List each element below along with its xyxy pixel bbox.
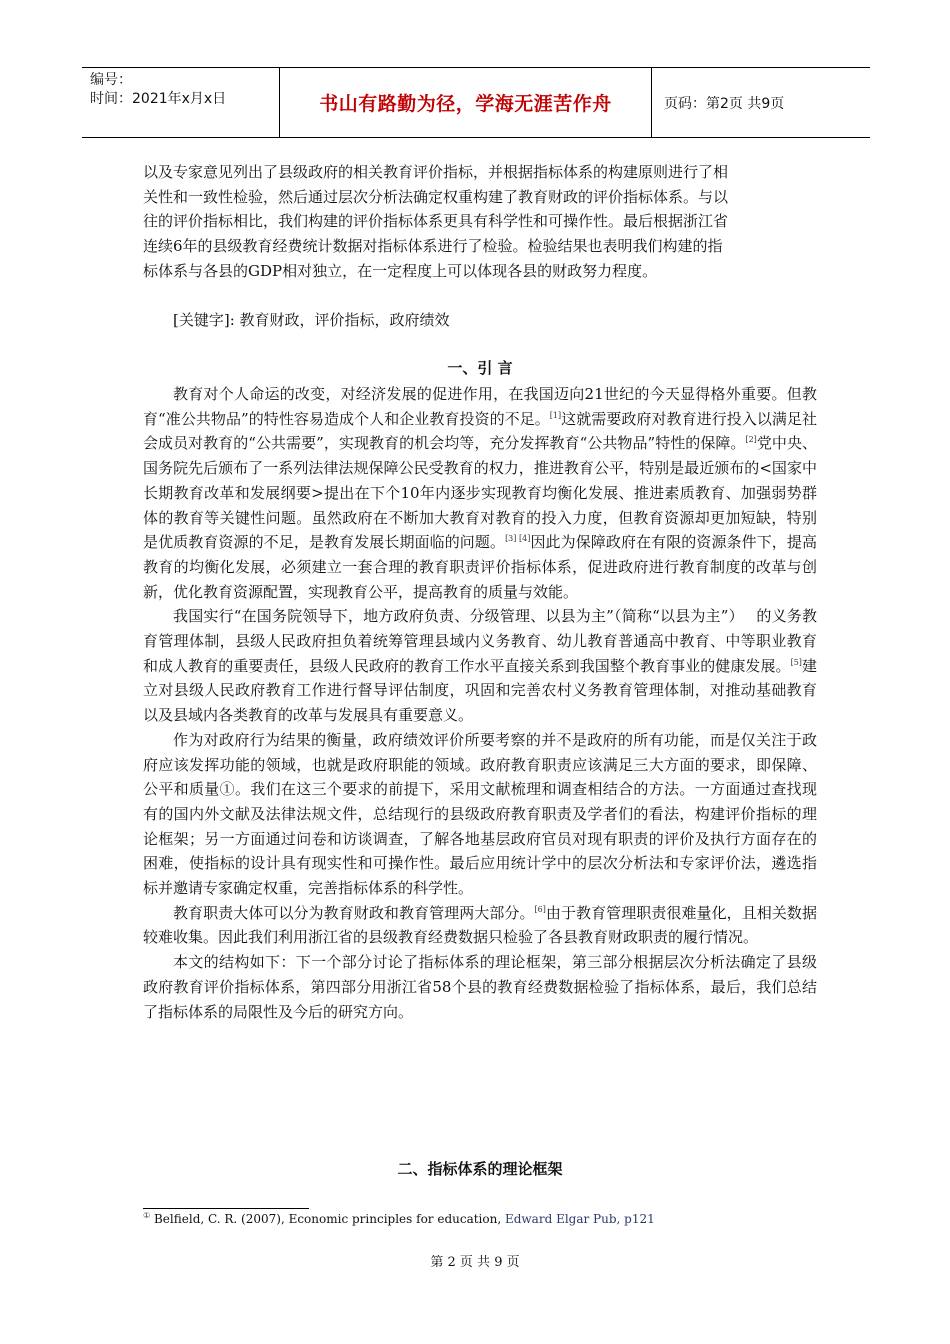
- abstract-line: 以及专家意见列出了县级政府的相关教育评价指标，并根据指标体系的构建原则进行了相: [143, 163, 729, 181]
- citation: [5]: [790, 657, 802, 667]
- footnote-text: Belfield, C. R. (2007), Economic principles for education,: [150, 1212, 505, 1226]
- paragraph: 本文的结构如下：下一个部分讨论了指标体系的理论框架，第三部分根据层次分析法确定了县级政府教育评价指标体系，第四部分用浙江省58个县的教育经费数据检验了指标体系，最后，我们总结了指标体系的局限性及今后的研究方向。: [143, 953, 817, 1021]
- text-run: 因此为保障政府在有限的资源条件下，提高教育的均衡化发展，必须建立一套合理的教育职责评价指标体系，促进政府进行教育制度的改革与创新，优化教育资源配置，实现教育公平，提高教育的质量与效能。: [143, 533, 817, 601]
- introduction-body: [143, 382, 817, 1024]
- section-title-introduction: 一、引 言: [447, 359, 513, 377]
- page-footer: 第 2 页 共 9 页: [430, 1255, 520, 1270]
- footnote-divider: [143, 1208, 309, 1209]
- paragraph: [143, 901, 817, 950]
- abstract-line: 关性和一致性检验，然后通过层次分析法确定权重构建了教育财政的评价指标体系。与以: [143, 187, 729, 206]
- paragraph: [143, 382, 817, 604]
- header-motto-cell: [280, 68, 652, 137]
- abstract-line: 标体系与各县的GDP相对独立，在一定程度上可以体现各县的财政努力程度。: [143, 261, 658, 280]
- footnote-marker: ①: [219, 780, 235, 799]
- keywords-block: [143, 308, 817, 333]
- text-run: 我国实行“在国务院领导下，地方政府负责、分级管理、以县为主”（简称“以县为主”） 的义务教育管理体制，县级人民政府担负着统筹管理县域内义务教育、幼儿教育普通高中教育、中等职业教育和成人教育的重要责任，县级人民政府的教育工作水平直接关系到我国整个教育事业的健康发展。: [143, 607, 817, 675]
- footnote-marker: ①: [143, 1211, 151, 1220]
- section-title-framework: 二、指标体系的理论框架: [397, 1160, 563, 1178]
- citation: [2]: [745, 435, 757, 445]
- citation: [1]: [549, 410, 562, 420]
- text-run: 这就需要政府对教育进行投入以满足社会成员对教育的“公共需要”，实现教育的机会均等，充分发挥教育“公共物品”特性的保障。: [143, 409, 817, 453]
- abstract-line: 连续6年的县级教育经费统计数据对指标体系进行了检验。检验结果也表明我们构建的指: [143, 237, 723, 256]
- header-meta: [82, 68, 280, 137]
- text-run: 教育职责大体可以分为教育财政和教育管理两大部分。: [173, 903, 535, 922]
- text-run: 作为对政府行为结果的衡量，政府绩效评价所要考察的并不是政府的所有功能，而是仅关注于政府应该发挥功能的领域，也就是政府职能的领域。政府教育职责应该满足三大方面的要求，即保障、公平和质量: [143, 730, 817, 799]
- text-run: 。我们在这三个要求的前提下，采用文献梳理和调查相结合的方法。一方面通过查找现有的国内外文献及法律法规文件，总结现行的县级政府教育职责及学者们的看法，构建评价指标的理论框架；另一方面通过问卷和访谈调查，了解各地基层政府官员对现有职责的评价及执行方面存在的困难，使指标的设计具有现实性和可操作性。最后应用统计学中的层次分析法和专家评价法，遴选指标并邀请专家确定权重，完善指标体系的科学性。: [143, 780, 817, 898]
- abstract-line: 往的评价指标相比，我们构建的评价指标体系更具有科学性和可操作性。最后根据浙江省: [143, 212, 729, 231]
- keywords: [关键字]: 教育财政，评价指标，政府绩效: [173, 311, 450, 329]
- citation: [6]: [534, 904, 546, 914]
- page-header: [82, 67, 870, 138]
- paragraph: [143, 604, 817, 728]
- text-run: 建立对县级人民政府教育工作进行督导评估制度，巩固和完善农村义务教育管理体制，对推动基础教育以及县域内各类教育的改革与发展具有重要意义。: [143, 656, 817, 725]
- text-run: 党中央、国务院先后颁布了一系列法律法规保障公民受教育的权力，推进教育公平，特别是最近颁布的<国家中长期教育改革和发展纲要>提出在下个10年内逐步实现教育均衡化发展、推进素质教育、加强弱势群体的教育等关键性问题。虽然政府在不断加大教育对教育的投入力度，但教育资源却更加短缺，特别是优质教育资源的不足，是教育发展长期面临的问题。: [143, 434, 817, 552]
- text-run: 教育对个人命运的改变，对经济发展的促进作用，在我国迈向21世纪的今天显得格外重要。但教育“准公共物品”的特性容易造成个人和企业教育投资的不足。: [143, 385, 817, 428]
- citation: [3] [4]: [505, 534, 531, 544]
- paragraph: [143, 728, 817, 901]
- text-run: 由于教育管理职责很难量化，且相关数据较难收集。因此我们利用浙江省的县级教育经费数据只检验了各县教育财政职责的履行情况。: [143, 903, 817, 947]
- header-number: 编号：: [90, 72, 132, 88]
- header-time: 时间：2021年x月x日: [90, 91, 227, 107]
- footnote: [143, 1212, 655, 1226]
- abstract: [143, 160, 817, 284]
- footnote-publisher: Edward Elgar Pub, p121: [504, 1212, 655, 1226]
- header-page-info: 页码：第2页 共9页: [664, 95, 785, 112]
- header-motto: 书山有路勤为径，学海无涯苦作舟: [319, 93, 612, 115]
